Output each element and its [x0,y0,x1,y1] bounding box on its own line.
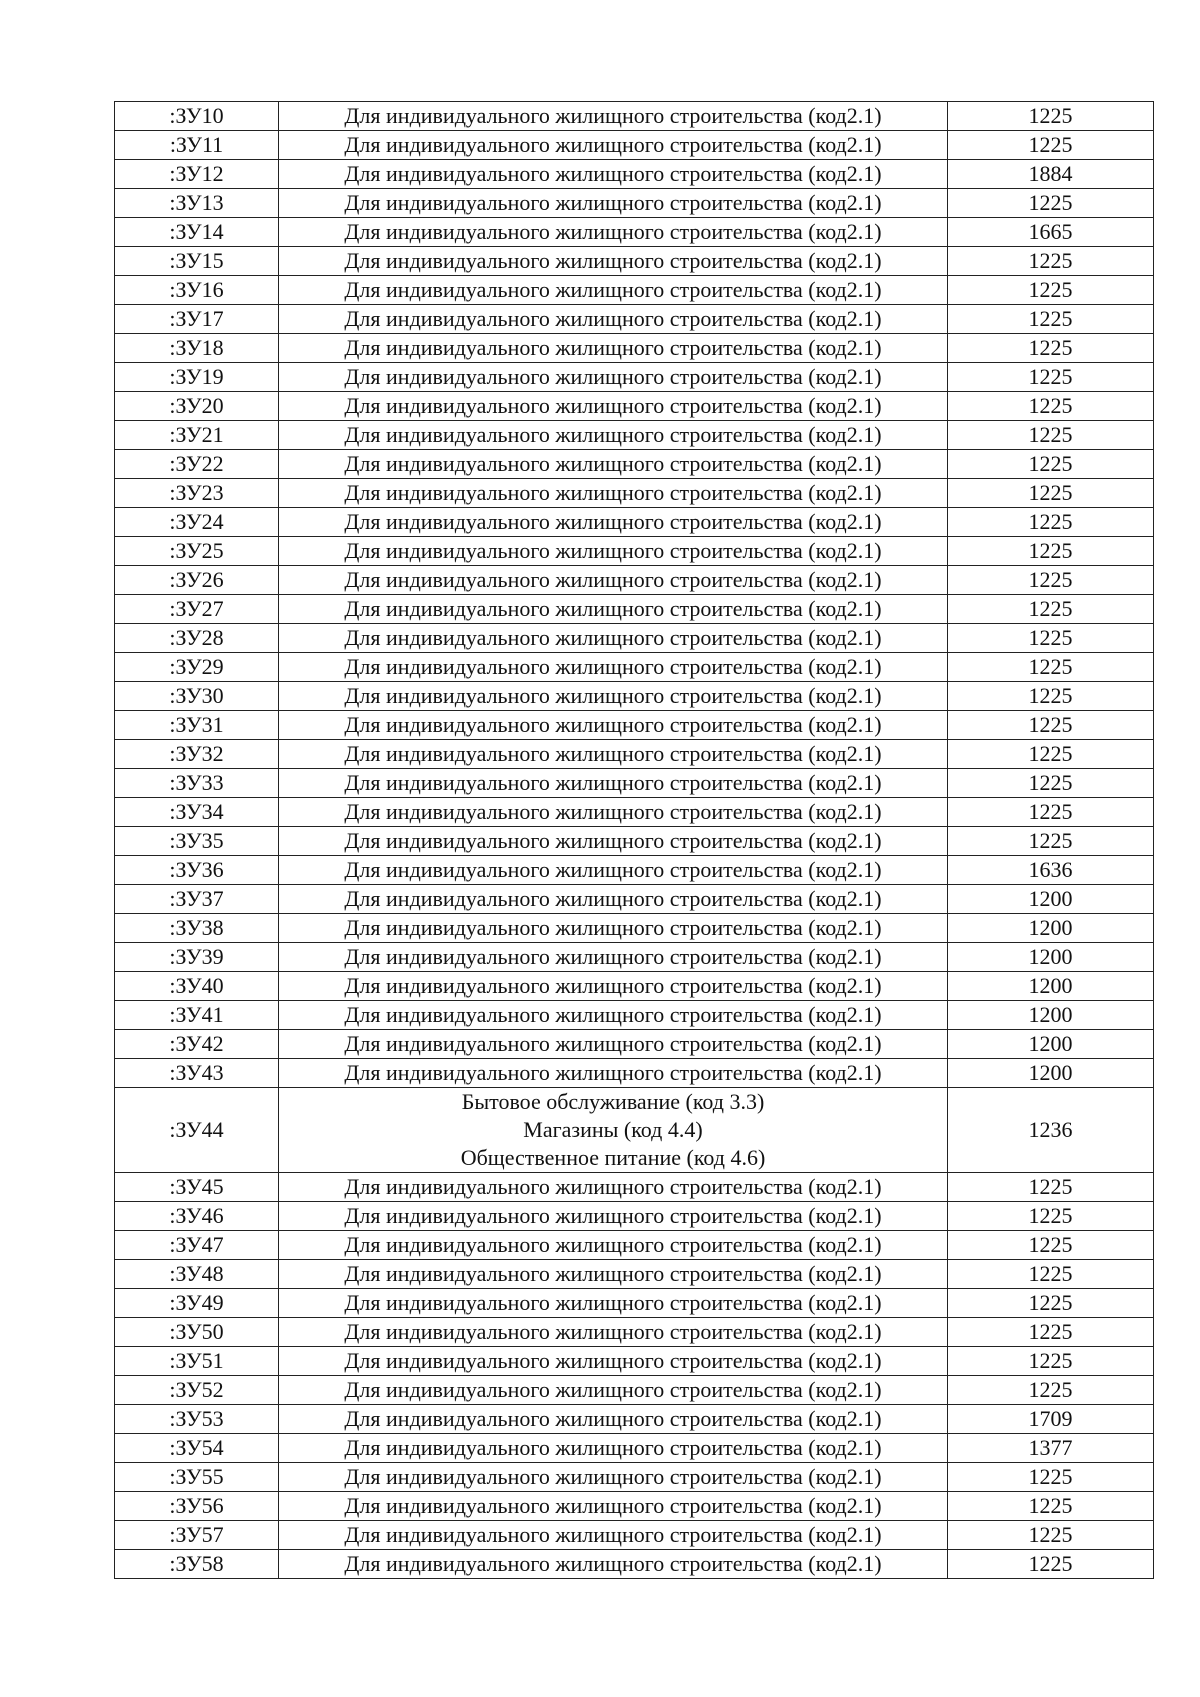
table-row [115,1463,1154,1492]
permitted-use-line: Для индивидуального жилищного строительства (код2.1) [344,1203,882,1228]
permitted-use-cell [279,856,948,885]
permitted-use-cell [279,1434,948,1463]
permitted-use-line: Для индивидуального жилищного строительства (код2.1) [344,1377,882,1402]
permitted-use-cell [279,1347,948,1376]
table-row [115,276,1154,305]
permitted-use-line: Для индивидуального жилищного строительства (код2.1) [344,161,882,186]
permitted-use-cell [279,1202,948,1231]
plot-id-cell: :ЗУ56 [115,1492,279,1521]
permitted-use-line: Для индивидуального жилищного строительства (код2.1) [344,1060,882,1085]
plot-id-cell: :ЗУ14 [115,218,279,247]
permitted-use-cell [279,334,948,363]
plot-area-cell: 1636 [948,856,1154,885]
permitted-use-line: Для индивидуального жилищного строительства (код2.1) [344,277,882,302]
permitted-use-cell [279,1376,948,1405]
permitted-use-line: Для индивидуального жилищного строительства (код2.1) [344,364,882,389]
permitted-use-cell [279,1521,948,1550]
document-page [114,101,1150,1579]
plot-id-cell: :ЗУ16 [115,276,279,305]
plot-id-cell: :ЗУ21 [115,421,279,450]
table-row [115,189,1154,218]
land-plots-table-body [115,102,1154,1579]
table-row [115,537,1154,566]
permitted-use-cell [279,508,948,537]
permitted-use-line: Для индивидуального жилищного строительства (код2.1) [344,509,882,534]
plot-area-cell: 1225 [948,363,1154,392]
table-row [115,1260,1154,1289]
permitted-use-cell [279,102,948,131]
permitted-use-line: Для индивидуального жилищного строительства (код2.1) [344,1493,882,1518]
permitted-use-line: Для индивидуального жилищного строительства (код2.1) [344,1232,882,1257]
permitted-use-line: Для индивидуального жилищного строительства (код2.1) [344,190,882,215]
permitted-use-line: Для индивидуального жилищного строительства (код2.1) [344,1290,882,1315]
permitted-use-line: Для индивидуального жилищного строительства (код2.1) [344,915,882,940]
table-row [115,1521,1154,1550]
plot-area-cell: 1709 [948,1405,1154,1434]
plot-id-cell: :ЗУ45 [115,1173,279,1202]
table-row [115,1173,1154,1202]
plot-id-cell: :ЗУ39 [115,943,279,972]
plot-area-cell: 1200 [948,1059,1154,1088]
table-row [115,334,1154,363]
plot-area-cell: 1225 [948,1463,1154,1492]
plot-id-cell: :ЗУ18 [115,334,279,363]
permitted-use-cell [279,1550,948,1579]
permitted-use-cell [279,1463,948,1492]
permitted-use-line: Для индивидуального жилищного строительства (код2.1) [344,422,882,447]
land-plots-table [114,101,1154,1579]
permitted-use-cell [279,479,948,508]
permitted-use-line: Для индивидуального жилищного строительства (код2.1) [344,857,882,882]
table-row [115,363,1154,392]
permitted-use-cell [279,1001,948,1030]
table-row [115,247,1154,276]
permitted-use-cell [279,566,948,595]
permitted-use-cell [279,1030,948,1059]
table-row [115,131,1154,160]
plot-area-cell: 1225 [948,566,1154,595]
permitted-use-cell [279,1088,948,1173]
plot-area-cell: 1225 [948,1376,1154,1405]
plot-area-cell: 1225 [948,769,1154,798]
permitted-use-line: Для индивидуального жилищного строительства (код2.1) [344,1406,882,1431]
table-row [115,972,1154,1001]
permitted-use-line: Для индивидуального жилищного строительства (код2.1) [344,248,882,273]
plot-id-cell: :ЗУ27 [115,595,279,624]
plot-id-cell: :ЗУ13 [115,189,279,218]
plot-area-cell: 1225 [948,595,1154,624]
plot-area-cell: 1225 [948,653,1154,682]
plot-area-cell: 1236 [948,1088,1154,1173]
permitted-use-line: Для индивидуального жилищного строительства (код2.1) [344,828,882,853]
permitted-use-cell [279,218,948,247]
permitted-use-line: Для индивидуального жилищного строительства (код2.1) [344,132,882,157]
table-row [115,827,1154,856]
plot-area-cell: 1225 [948,1289,1154,1318]
plot-id-cell: :ЗУ23 [115,479,279,508]
plot-id-cell: :ЗУ37 [115,885,279,914]
plot-id-cell: :ЗУ48 [115,1260,279,1289]
permitted-use-line: Для индивидуального жилищного строительства (код2.1) [344,393,882,418]
plot-area-cell: 1225 [948,392,1154,421]
plot-area-cell: 1225 [948,1318,1154,1347]
plot-id-cell: :ЗУ12 [115,160,279,189]
plot-area-cell: 1225 [948,131,1154,160]
permitted-use-line: Магазины (код 4.4) [523,1117,703,1142]
plot-area-cell: 1225 [948,827,1154,856]
permitted-use-cell [279,450,948,479]
table-row [115,682,1154,711]
plot-id-cell: :ЗУ52 [115,1376,279,1405]
table-row [115,653,1154,682]
permitted-use-cell [279,1405,948,1434]
plot-area-cell: 1200 [948,1030,1154,1059]
plot-id-cell: :ЗУ22 [115,450,279,479]
permitted-use-cell [279,798,948,827]
plot-area-cell: 1225 [948,334,1154,363]
plot-area-cell: 1377 [948,1434,1154,1463]
plot-area-cell: 1200 [948,885,1154,914]
plot-id-cell: :ЗУ11 [115,131,279,160]
plot-id-cell: :ЗУ10 [115,102,279,131]
plot-id-cell: :ЗУ44 [115,1088,279,1173]
plot-id-cell: :ЗУ40 [115,972,279,1001]
plot-area-cell: 1225 [948,740,1154,769]
table-row [115,1492,1154,1521]
permitted-use-line: Для индивидуального жилищного строительства (код2.1) [344,886,882,911]
table-row [115,798,1154,827]
permitted-use-cell [279,827,948,856]
plot-area-cell: 1225 [948,682,1154,711]
table-row [115,711,1154,740]
plot-id-cell: :ЗУ15 [115,247,279,276]
plot-area-cell: 1225 [948,102,1154,131]
plot-id-cell: :ЗУ32 [115,740,279,769]
table-row [115,1405,1154,1434]
plot-area-cell: 1225 [948,421,1154,450]
table-row [115,769,1154,798]
plot-id-cell: :ЗУ31 [115,711,279,740]
plot-id-cell: :ЗУ26 [115,566,279,595]
plot-id-cell: :ЗУ36 [115,856,279,885]
permitted-use-line: Для индивидуального жилищного строительства (код2.1) [344,741,882,766]
permitted-use-cell [279,1289,948,1318]
table-row [115,1434,1154,1463]
table-row [115,914,1154,943]
plot-id-cell: :ЗУ19 [115,363,279,392]
table-row [115,1001,1154,1030]
table-row [115,595,1154,624]
permitted-use-line: Для индивидуального жилищного строительства (код2.1) [344,451,882,476]
permitted-use-cell [279,189,948,218]
plot-id-cell: :ЗУ20 [115,392,279,421]
permitted-use-line: Для индивидуального жилищного строительства (код2.1) [344,480,882,505]
plot-id-cell: :ЗУ35 [115,827,279,856]
permitted-use-cell [279,624,948,653]
permitted-use-cell [279,276,948,305]
permitted-use-line: Для индивидуального жилищного строительства (код2.1) [344,1522,882,1547]
plot-id-cell: :ЗУ17 [115,305,279,334]
plot-area-cell: 1225 [948,1550,1154,1579]
plot-id-cell: :ЗУ54 [115,1434,279,1463]
plot-area-cell: 1200 [948,1001,1154,1030]
permitted-use-line: Для индивидуального жилищного строительства (код2.1) [344,1031,882,1056]
permitted-use-line: Для индивидуального жилищного строительства (код2.1) [344,770,882,795]
table-row [115,1289,1154,1318]
permitted-use-cell [279,160,948,189]
table-row [115,218,1154,247]
permitted-use-line: Для индивидуального жилищного строительства (код2.1) [344,1435,882,1460]
plot-area-cell: 1225 [948,1173,1154,1202]
plot-id-cell: :ЗУ43 [115,1059,279,1088]
plot-id-cell: :ЗУ50 [115,1318,279,1347]
permitted-use-cell [279,537,948,566]
plot-area-cell: 1225 [948,624,1154,653]
table-row [115,508,1154,537]
table-row [115,1376,1154,1405]
permitted-use-cell [279,1173,948,1202]
plot-area-cell: 1225 [948,1260,1154,1289]
permitted-use-line: Для индивидуального жилищного строительства (код2.1) [344,1261,882,1286]
permitted-use-line: Бытовое обслуживание (код 3.3) [461,1089,765,1114]
plot-area-cell: 1225 [948,305,1154,334]
permitted-use-cell [279,653,948,682]
permitted-use-cell [279,1059,948,1088]
permitted-use-line: Для индивидуального жилищного строительства (код2.1) [344,1551,882,1576]
permitted-use-line: Общественное питание (код 4.6) [460,1145,766,1170]
permitted-use-cell [279,682,948,711]
table-row [115,305,1154,334]
permitted-use-cell [279,943,948,972]
table-row [115,160,1154,189]
plot-id-cell: :ЗУ58 [115,1550,279,1579]
permitted-use-cell [279,1318,948,1347]
plot-area-cell: 1225 [948,479,1154,508]
table-row [115,1202,1154,1231]
permitted-use-line: Для индивидуального жилищного строительства (код2.1) [344,335,882,360]
permitted-use-line: Для индивидуального жилищного строительства (код2.1) [344,1002,882,1027]
plot-id-cell: :ЗУ53 [115,1405,279,1434]
plot-area-cell: 1200 [948,914,1154,943]
table-row [115,740,1154,769]
permitted-use-line: Для индивидуального жилищного строительства (код2.1) [344,1174,882,1199]
permitted-use-cell [279,972,948,1001]
permitted-use-line: Для индивидуального жилищного строительства (код2.1) [344,712,882,737]
plot-area-cell: 1225 [948,537,1154,566]
table-row [115,102,1154,131]
permitted-use-line: Для индивидуального жилищного строительства (код2.1) [344,1319,882,1344]
permitted-use-line: Для индивидуального жилищного строительства (код2.1) [344,683,882,708]
plot-area-cell: 1225 [948,798,1154,827]
permitted-use-cell [279,711,948,740]
plot-area-cell: 1225 [948,450,1154,479]
plot-id-cell: :ЗУ57 [115,1521,279,1550]
permitted-use-cell [279,595,948,624]
plot-area-cell: 1225 [948,508,1154,537]
plot-area-cell: 1200 [948,943,1154,972]
permitted-use-line: Для индивидуального жилищного строительства (код2.1) [344,567,882,592]
plot-area-cell: 1225 [948,1492,1154,1521]
table-row [115,1347,1154,1376]
permitted-use-line: Для индивидуального жилищного строительства (код2.1) [344,973,882,998]
plot-area-cell: 1225 [948,276,1154,305]
table-row [115,624,1154,653]
permitted-use-cell [279,740,948,769]
plot-area-cell: 1225 [948,189,1154,218]
permitted-use-cell [279,1492,948,1521]
permitted-use-cell [279,247,948,276]
table-row [115,1550,1154,1579]
permitted-use-cell [279,421,948,450]
table-row [115,1088,1154,1173]
plot-area-cell: 1665 [948,218,1154,247]
table-row [115,1059,1154,1088]
permitted-use-line: Для индивидуального жилищного строительства (код2.1) [344,654,882,679]
table-row [115,566,1154,595]
permitted-use-cell [279,1231,948,1260]
table-row [115,1318,1154,1347]
plot-area-cell: 1225 [948,1231,1154,1260]
table-row [115,392,1154,421]
permitted-use-line: Для индивидуального жилищного строительства (код2.1) [344,1464,882,1489]
plot-id-cell: :ЗУ30 [115,682,279,711]
permitted-use-cell [279,363,948,392]
permitted-use-line: Для индивидуального жилищного строительства (код2.1) [344,596,882,621]
permitted-use-line: Для индивидуального жилищного строительства (код2.1) [344,103,882,128]
plot-area-cell: 1225 [948,247,1154,276]
permitted-use-cell [279,1260,948,1289]
plot-area-cell: 1225 [948,1521,1154,1550]
plot-id-cell: :ЗУ47 [115,1231,279,1260]
plot-id-cell: :ЗУ28 [115,624,279,653]
plot-area-cell: 1225 [948,1347,1154,1376]
plot-area-cell: 1225 [948,711,1154,740]
table-row [115,1030,1154,1059]
table-row [115,885,1154,914]
plot-id-cell: :ЗУ33 [115,769,279,798]
plot-id-cell: :ЗУ29 [115,653,279,682]
table-row [115,856,1154,885]
permitted-use-cell [279,885,948,914]
plot-area-cell: 1225 [948,1202,1154,1231]
permitted-use-cell [279,305,948,334]
plot-id-cell: :ЗУ34 [115,798,279,827]
permitted-use-line: Для индивидуального жилищного строительства (код2.1) [344,306,882,331]
plot-id-cell: :ЗУ49 [115,1289,279,1318]
plot-id-cell: :ЗУ24 [115,508,279,537]
permitted-use-cell [279,769,948,798]
table-row [115,450,1154,479]
permitted-use-line: Для индивидуального жилищного строительства (код2.1) [344,944,882,969]
plot-id-cell: :ЗУ51 [115,1347,279,1376]
plot-area-cell: 1200 [948,972,1154,1001]
table-row [115,421,1154,450]
permitted-use-line: Для индивидуального жилищного строительства (код2.1) [344,219,882,244]
plot-area-cell: 1884 [948,160,1154,189]
plot-id-cell: :ЗУ46 [115,1202,279,1231]
plot-id-cell: :ЗУ41 [115,1001,279,1030]
permitted-use-cell [279,392,948,421]
permitted-use-line: Для индивидуального жилищного строительства (код2.1) [344,799,882,824]
permitted-use-line: Для индивидуального жилищного строительства (код2.1) [344,625,882,650]
permitted-use-cell [279,131,948,160]
table-row [115,943,1154,972]
plot-id-cell: :ЗУ38 [115,914,279,943]
plot-id-cell: :ЗУ55 [115,1463,279,1492]
plot-id-cell: :ЗУ42 [115,1030,279,1059]
table-row [115,479,1154,508]
permitted-use-line: Для индивидуального жилищного строительства (код2.1) [344,538,882,563]
permitted-use-cell [279,914,948,943]
table-row [115,1231,1154,1260]
plot-id-cell: :ЗУ25 [115,537,279,566]
permitted-use-line: Для индивидуального жилищного строительства (код2.1) [344,1348,882,1373]
